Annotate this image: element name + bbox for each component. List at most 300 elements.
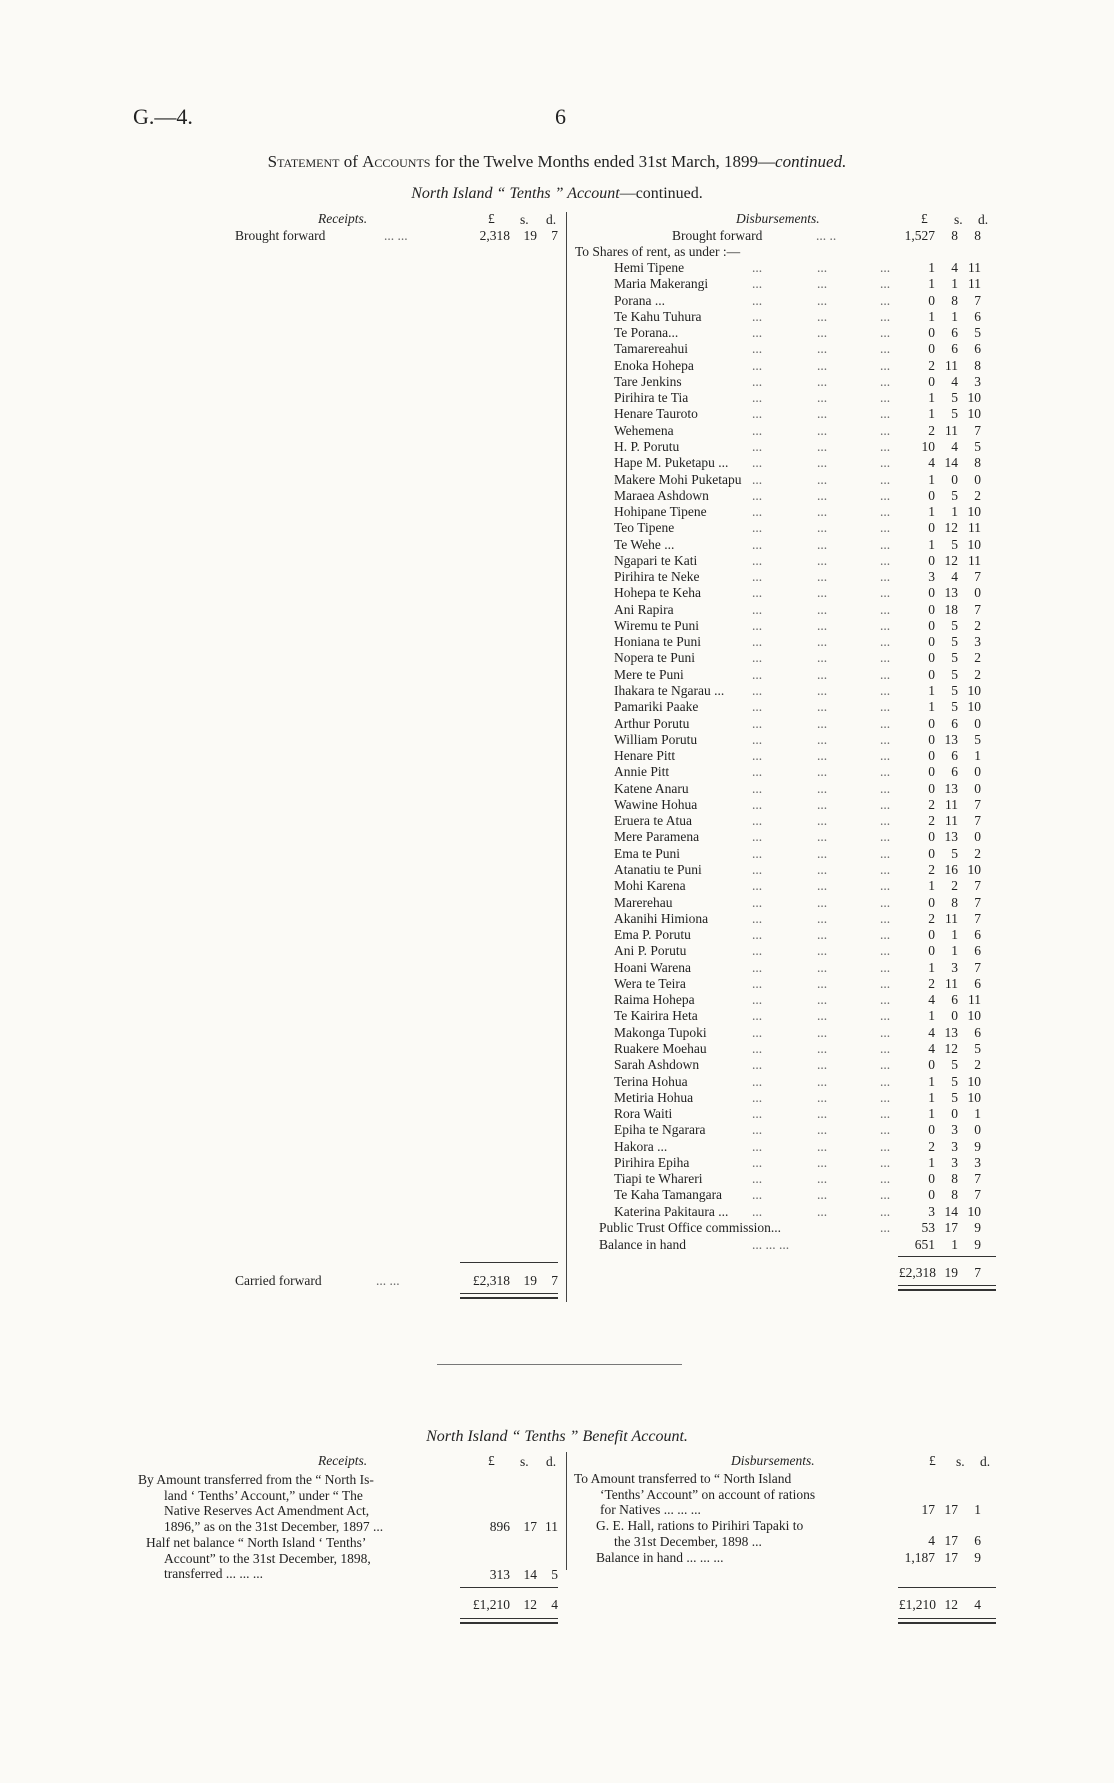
- share-shillings: 13: [944, 829, 958, 845]
- share-dots-1: ...: [752, 341, 763, 357]
- share-dots-1: ...: [752, 325, 763, 341]
- share-row: [0, 488, 1114, 504]
- share-dots-3: ...: [880, 813, 891, 829]
- share-row: [0, 472, 1114, 488]
- share-pence: 3: [974, 1154, 981, 1170]
- share-dots-2: ...: [817, 634, 828, 650]
- share-dots-2: ...: [817, 390, 828, 406]
- share-dots-1: ...: [752, 1089, 763, 1105]
- s2-d1-line-2: ‘Tenths’ Account” on account of rations: [600, 1486, 816, 1502]
- share-pounds: 0: [928, 487, 935, 503]
- share-dots-2: ...: [817, 731, 828, 747]
- share-row: [0, 683, 1114, 699]
- s2-r2-pounds: 313: [489, 1567, 510, 1582]
- share-pence: 11: [968, 520, 981, 536]
- share-dots-2: ...: [817, 650, 828, 666]
- share-name: Pirihira Epiha: [614, 1154, 690, 1170]
- share-pounds: 0: [928, 1057, 935, 1073]
- receipts-col-pound: £: [488, 211, 495, 226]
- share-pounds: 3: [928, 1203, 935, 1219]
- share-row: [0, 618, 1114, 634]
- share-name: Hakora ...: [614, 1138, 668, 1154]
- share-dots-2: ...: [817, 878, 828, 894]
- share-dots-2: ...: [817, 861, 828, 877]
- share-dots-2: ...: [817, 617, 828, 633]
- share-dots-2: ...: [817, 1138, 828, 1154]
- share-pounds: 2: [928, 1138, 935, 1154]
- commission-label: Public Trust Office commission...: [599, 1220, 782, 1235]
- share-pence: 11: [968, 260, 981, 275]
- title-word-statement: Statement: [267, 152, 340, 171]
- share-pounds: 1: [928, 959, 935, 975]
- share-row: [0, 781, 1114, 797]
- share-row: [0, 390, 1114, 406]
- share-shillings: 2: [951, 878, 958, 894]
- share-pounds: 2: [928, 861, 935, 877]
- share-pence: 7: [974, 1187, 981, 1203]
- share-dots-2: ...: [817, 536, 828, 552]
- share-name: Atanatiu te Puni: [614, 861, 702, 877]
- share-dots-3: ...: [880, 569, 891, 585]
- share-dots-3: ...: [880, 1024, 891, 1040]
- s2-disb-rule-double-1: [898, 1618, 996, 1619]
- share-row: [0, 1171, 1114, 1187]
- share-dots-3: ...: [880, 357, 891, 373]
- share-pounds: 0: [928, 894, 935, 910]
- s2-d2-line-1: G. E. Hall, rations to Pirihiri Tapaki to: [596, 1518, 804, 1533]
- share-dots-3: ...: [880, 325, 891, 341]
- disb-total-shillings: 19: [944, 1265, 958, 1280]
- disb-col-pence: d.: [978, 212, 989, 227]
- share-row: [0, 569, 1114, 585]
- share-name: Raima Hohepa: [614, 992, 695, 1008]
- share-row: [0, 813, 1114, 829]
- share-shillings: 5: [951, 1073, 958, 1089]
- share-dots-2: ...: [817, 927, 828, 943]
- share-dots-2: ...: [817, 1073, 828, 1089]
- share-shillings: 18: [944, 601, 958, 617]
- share-shillings: 5: [951, 536, 958, 552]
- share-row: [0, 716, 1114, 732]
- share-pence: 10: [967, 1089, 981, 1105]
- share-dots-2: ...: [817, 910, 828, 926]
- share-pounds: 1: [928, 406, 935, 422]
- share-shillings: 13: [944, 780, 958, 796]
- share-row: [0, 1041, 1114, 1057]
- share-name: Hohepa te Keha: [614, 585, 701, 601]
- share-dots-2: ...: [817, 1171, 828, 1187]
- share-pence: 7: [974, 813, 981, 829]
- share-shillings: 1: [951, 308, 958, 324]
- share-dots-3: ...: [880, 959, 891, 975]
- share-dots-1: ...: [752, 617, 763, 633]
- disb-total: £2,318: [898, 1265, 936, 1280]
- s2-disbursement-3: [0, 1550, 1114, 1566]
- share-pounds: 0: [928, 601, 935, 617]
- share-shillings: 13: [944, 1024, 958, 1040]
- share-shillings: 14: [944, 455, 958, 471]
- share-name: Sarah Ashdown: [614, 1057, 700, 1073]
- share-dots-1: ...: [752, 731, 763, 747]
- share-dots-3: ...: [880, 878, 891, 894]
- s2-receipt-2-amount: [0, 1567, 1114, 1583]
- share-row: [0, 797, 1114, 813]
- receipts-cf-pence: 7: [551, 1273, 558, 1288]
- share-dots-1: ...: [752, 1203, 763, 1219]
- share-row: [0, 504, 1114, 520]
- share-name: Katerina Pakitaura ...: [614, 1203, 729, 1219]
- share-shillings: 6: [951, 748, 958, 764]
- share-name: Wera te Teira: [614, 975, 686, 991]
- share-dots-2: ...: [817, 438, 828, 454]
- share-pence: 7: [974, 878, 981, 894]
- s2-r2-line-3: transferred ... ... ...: [164, 1566, 263, 1582]
- share-dots-2: ...: [817, 276, 828, 292]
- share-dots-2: ...: [817, 341, 828, 357]
- share-pounds: 0: [928, 731, 935, 747]
- share-pence: 10: [967, 504, 981, 520]
- share-row: [0, 846, 1114, 862]
- share-dots-3: ...: [880, 829, 891, 845]
- disb-bf-dots: ... ..: [816, 228, 837, 243]
- share-pence: 5: [974, 325, 981, 341]
- share-dots-2: ...: [817, 455, 828, 471]
- share-pence: 7: [974, 1171, 981, 1187]
- receipts-bf-label: Brought forward: [235, 228, 326, 243]
- share-pounds: 1: [928, 878, 935, 894]
- share-pence: 3: [974, 634, 981, 650]
- share-dots-2: ...: [817, 1154, 828, 1170]
- share-pence: 7: [974, 601, 981, 617]
- share-dots-3: ...: [880, 1057, 891, 1073]
- share-pounds: 1: [928, 1089, 935, 1105]
- share-dots-3: ...: [880, 276, 891, 292]
- share-pounds: 0: [928, 764, 935, 780]
- share-shillings: 1: [951, 276, 958, 292]
- share-name: Ani P. Porutu: [614, 943, 687, 959]
- share-pence: 0: [974, 471, 981, 487]
- share-dots-2: ...: [817, 504, 828, 520]
- share-pence: 2: [974, 487, 981, 503]
- share-shillings: 8: [951, 1171, 958, 1187]
- share-name: Eruera te Atua: [614, 813, 692, 829]
- disb-bf-pence: 8: [974, 228, 981, 243]
- share-name: Marerehau: [614, 894, 673, 910]
- share-dots-1: ...: [752, 1154, 763, 1170]
- share-dots-1: ...: [752, 552, 763, 568]
- title-rest: for the Twelve Months ended 31st March, 1899—: [430, 152, 776, 171]
- share-pence: 1: [974, 748, 981, 764]
- share-dots-1: ...: [752, 829, 763, 845]
- share-dots-2: ...: [817, 1106, 828, 1122]
- share-dots-3: ...: [880, 975, 891, 991]
- share-pence: 2: [974, 650, 981, 666]
- share-name: Porana ...: [614, 292, 665, 308]
- share-dots-3: ...: [880, 1073, 891, 1089]
- share-dots-1: ...: [752, 422, 763, 438]
- share-row: [0, 439, 1114, 455]
- share-dots-2: ...: [817, 325, 828, 341]
- share-pounds: 0: [928, 634, 935, 650]
- share-dots-3: ...: [880, 666, 891, 682]
- share-row: [0, 1090, 1114, 1106]
- share-shillings: 11: [945, 422, 958, 438]
- share-shillings: 1: [951, 927, 958, 943]
- share-dots-2: ...: [817, 1122, 828, 1138]
- share-pence: 10: [967, 699, 981, 715]
- s2-receipts-total-pence: 4: [551, 1597, 558, 1612]
- share-shillings: 12: [944, 520, 958, 536]
- share-dots-1: ...: [752, 975, 763, 991]
- share-dots-3: ...: [880, 1089, 891, 1105]
- share-shillings: 12: [944, 552, 958, 568]
- share-row: [0, 423, 1114, 439]
- share-pounds: 2: [928, 975, 935, 991]
- share-dots-3: ...: [880, 1154, 891, 1170]
- share-pounds: 0: [928, 780, 935, 796]
- share-row: [0, 878, 1114, 894]
- share-name: Makere Mohi Puketapu: [614, 471, 742, 487]
- share-row: [0, 585, 1114, 601]
- share-pounds: 0: [928, 715, 935, 731]
- share-dots-2: ...: [817, 764, 828, 780]
- share-dots-3: ...: [880, 504, 891, 520]
- share-dots-3: ...: [880, 373, 891, 389]
- share-dots-3: ...: [880, 617, 891, 633]
- share-row: [0, 358, 1114, 374]
- share-dots-1: ...: [752, 910, 763, 926]
- share-name: Te Kairira Heta: [614, 1008, 698, 1024]
- s2-disb-total: £1,210: [898, 1597, 936, 1612]
- s2-r2-pence: 5: [551, 1567, 558, 1582]
- share-dots-3: ...: [880, 536, 891, 552]
- share-dots-2: ...: [817, 1089, 828, 1105]
- share-dots-2: ...: [817, 894, 828, 910]
- receipts-heading: Receipts.: [318, 211, 368, 226]
- share-pence: 7: [974, 292, 981, 308]
- share-row: [0, 537, 1114, 553]
- share-shillings: 3: [951, 959, 958, 975]
- share-dots-3: ...: [880, 390, 891, 406]
- share-dots-1: ...: [752, 276, 763, 292]
- share-pounds: 0: [928, 373, 935, 389]
- share-dots-3: ...: [880, 634, 891, 650]
- share-name: Annie Pitt: [614, 764, 670, 780]
- title-word-accounts: Accounts: [362, 152, 431, 171]
- share-pence: 11: [968, 276, 981, 292]
- s2-d1-line-3: for Natives ... ... ...: [600, 1502, 701, 1518]
- share-dots-3: ...: [880, 845, 891, 861]
- share-row: [0, 650, 1114, 666]
- share-dots-3: ...: [880, 992, 891, 1008]
- share-dots-1: ...: [752, 373, 763, 389]
- share-dots-2: ...: [817, 471, 828, 487]
- share-shillings: 5: [951, 390, 958, 406]
- share-pounds: 1: [928, 1073, 935, 1089]
- balance-dots: ... ... ...: [752, 1237, 790, 1252]
- share-dots-3: ...: [880, 487, 891, 503]
- receipts-bf-dots: ... ...: [384, 228, 408, 243]
- share-pounds: 0: [928, 943, 935, 959]
- receipts-cf-label: Carried forward: [235, 1273, 322, 1288]
- s2-d3-label: Balance in hand ... ... ...: [596, 1550, 724, 1565]
- share-row: [0, 341, 1114, 357]
- share-dots-3: ...: [880, 650, 891, 666]
- share-dots-2: ...: [817, 601, 828, 617]
- share-shillings: 4: [951, 438, 958, 454]
- disb-rule-double-1: [898, 1285, 996, 1286]
- share-row: [0, 553, 1114, 569]
- s2-disbursement-2-amount: [0, 1533, 1114, 1549]
- s2-d3-shillings: 17: [944, 1550, 958, 1565]
- share-name: Maria Makerangi: [614, 276, 709, 292]
- share-dots-1: ...: [752, 260, 763, 275]
- share-row: [0, 520, 1114, 536]
- s2-d2-shillings: 17: [944, 1533, 958, 1548]
- s2-d1-shillings: 17: [944, 1502, 958, 1517]
- share-row: [0, 276, 1114, 292]
- section1-title-italic: North Island “ Tenths ” Account: [411, 185, 620, 202]
- share-pence: 8: [974, 455, 981, 471]
- share-dots-1: ...: [752, 845, 763, 861]
- commission-pounds: 53: [921, 1220, 935, 1235]
- share-pence: 7: [974, 959, 981, 975]
- commission-row: [0, 1220, 1114, 1236]
- share-dots-2: ...: [817, 699, 828, 715]
- share-row: [0, 325, 1114, 341]
- share-pence: 7: [974, 894, 981, 910]
- share-dots-3: ...: [880, 1122, 891, 1138]
- share-pence: 10: [967, 861, 981, 877]
- share-row: [0, 862, 1114, 878]
- s2-d2-pence: 6: [974, 1533, 981, 1548]
- s2-r2-line-1: Half net balance “ North Island ‘ Tenths’: [146, 1535, 367, 1550]
- disb-total-pence: 7: [974, 1265, 981, 1280]
- share-shillings: 4: [951, 569, 958, 585]
- s2-receipts-col-pence: d.: [546, 1454, 557, 1469]
- share-pounds: 0: [928, 520, 935, 536]
- s2-r1-line-3: Native Reserves Act Amendment Act,: [164, 1503, 370, 1519]
- share-dots-3: ...: [880, 731, 891, 747]
- share-row: [0, 992, 1114, 1008]
- share-pounds: 1: [928, 699, 935, 715]
- s2-d2-line-2: the 31st December, 1898 ...: [614, 1533, 762, 1549]
- share-name: Ema P. Porutu: [614, 927, 691, 943]
- share-row: [0, 1057, 1114, 1073]
- share-pence: 1: [974, 1106, 981, 1122]
- share-dots-2: ...: [817, 975, 828, 991]
- share-dots-1: ...: [752, 634, 763, 650]
- title-of: of: [339, 152, 363, 171]
- s2-receipts-heading: Receipts.: [318, 1453, 368, 1468]
- section-separator: [437, 1364, 682, 1365]
- share-dots-3: ...: [880, 520, 891, 536]
- share-dots-3: ...: [880, 1171, 891, 1187]
- receipts-rule-double-1: [460, 1293, 558, 1294]
- share-dots-3: ...: [880, 601, 891, 617]
- share-dots-1: ...: [752, 487, 763, 503]
- share-row: [0, 829, 1114, 845]
- share-row: [0, 1008, 1114, 1024]
- s2-receipts-rule-top: [460, 1587, 558, 1588]
- s2-receipts-col-pound: £: [488, 1453, 495, 1468]
- share-row: [0, 1155, 1114, 1171]
- share-pence: 7: [974, 569, 981, 585]
- share-pence: 2: [974, 666, 981, 682]
- s2-d1-pence: 1: [974, 1502, 981, 1517]
- share-name: Teo Tipene: [614, 520, 675, 536]
- s2-disb-col-shilling: s.: [956, 1454, 965, 1469]
- share-shillings: 8: [951, 1187, 958, 1203]
- share-row: [0, 732, 1114, 748]
- share-row: [0, 895, 1114, 911]
- share-name: Terina Hohua: [614, 1073, 688, 1089]
- share-dots-2: ...: [817, 552, 828, 568]
- share-name: Metiria Hohua: [614, 1089, 694, 1105]
- share-dots-1: ...: [752, 878, 763, 894]
- share-dots-2: ...: [817, 845, 828, 861]
- share-dots-1: ...: [752, 650, 763, 666]
- share-row: [0, 309, 1114, 325]
- share-dots-3: ...: [880, 927, 891, 943]
- share-shillings: 5: [951, 406, 958, 422]
- share-dots-3: ...: [880, 780, 891, 796]
- share-dots-3: ...: [880, 406, 891, 422]
- share-row: [0, 374, 1114, 390]
- share-dots-1: ...: [752, 1024, 763, 1040]
- share-row: [0, 293, 1114, 309]
- share-row: [0, 667, 1114, 683]
- receipts-cf-dots: ... ...: [376, 1273, 400, 1288]
- s2-receipts-rule-double-2: [460, 1622, 558, 1624]
- share-name: Ani Rapira: [614, 601, 674, 617]
- share-dots-1: ...: [752, 796, 763, 812]
- share-pence: 0: [974, 585, 981, 601]
- share-dots-1: ...: [752, 504, 763, 520]
- share-pounds: 1: [928, 1154, 935, 1170]
- balance-row: [0, 1237, 1114, 1253]
- share-pence: 6: [974, 927, 981, 943]
- share-shillings: 3: [951, 1154, 958, 1170]
- share-dots-3: ...: [880, 699, 891, 715]
- share-shillings: 5: [951, 666, 958, 682]
- share-dots-2: ...: [817, 829, 828, 845]
- share-row: [0, 1122, 1114, 1138]
- share-pounds: 2: [928, 422, 935, 438]
- share-shillings: 6: [951, 715, 958, 731]
- share-name: Te Wehe ...: [614, 536, 675, 552]
- share-pounds: 0: [928, 325, 935, 341]
- share-name: Ngapari te Kati: [614, 552, 698, 568]
- share-name: Wehemena: [614, 422, 674, 438]
- disb-bf-label: Brought forward: [672, 228, 763, 243]
- s2-r1-pence: 11: [545, 1519, 558, 1534]
- receipts-col-pence: d.: [546, 212, 557, 227]
- share-dots-3: ...: [880, 552, 891, 568]
- share-pounds: 10: [921, 438, 935, 454]
- share-dots-2: ...: [817, 373, 828, 389]
- share-row: [0, 602, 1114, 618]
- share-row: [0, 1187, 1114, 1203]
- share-pounds: 1: [928, 390, 935, 406]
- receipts-rule-double-2: [460, 1297, 558, 1299]
- disb-total-row: [0, 1265, 1114, 1281]
- share-dots-1: ...: [752, 357, 763, 373]
- share-dots-2: ...: [817, 1187, 828, 1203]
- share-dots-3: ...: [880, 1187, 891, 1203]
- share-dots-2: ...: [817, 260, 828, 275]
- share-dots-1: ...: [752, 861, 763, 877]
